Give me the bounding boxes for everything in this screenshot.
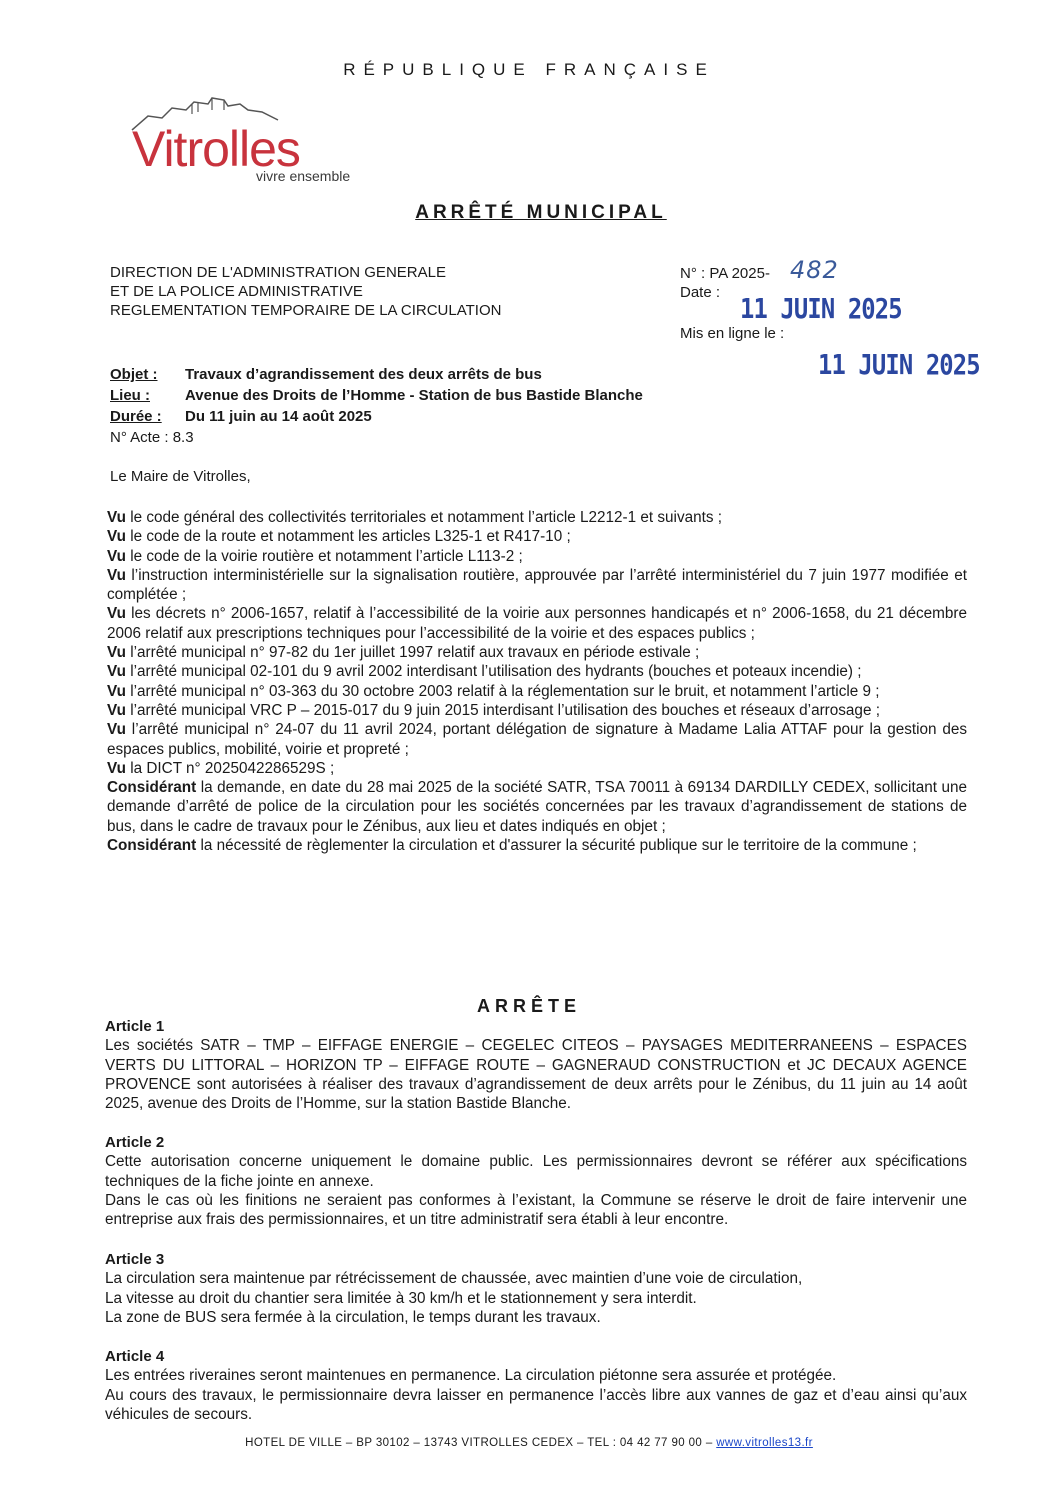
logo-wordmark: Vitrolles [132,121,300,177]
visa-keyword: Vu [107,566,126,584]
visa-item [107,662,967,681]
objet-value: Travaux d’agrandissement des deux arrêts de bus [185,366,542,383]
visa-item [107,527,967,546]
visa-item [107,643,967,662]
subject-block [110,364,643,448]
article-paragraph: La circulation sera maintenue par rétrécissement de chaussée, avec maintien d’une voie de circulation, [105,1270,803,1288]
article-3 [105,1250,967,1327]
online-date-stamp: 11 JUIN 2025 [818,348,980,381]
visa-keyword: Vu [107,547,126,565]
duree-label: Durée : [110,408,162,425]
article-title: Article 4 [105,1348,165,1365]
visa-keyword: Vu [107,605,126,623]
visa-keyword: Considérant [107,779,197,797]
article-paragraph: La zone de BUS sera fermée à la circulation, le temps durant les travaux. [105,1308,601,1326]
article-paragraph: Cette autorisation concerne uniquement le domaine public. Les permissionnaires devront se référer aux spécifications techniques de la fiche jointe en annexe. [105,1153,967,1190]
vitrolles-logo [118,96,388,188]
visa-text: l’arrêté municipal n° 97-82 du 1er juillet 1997 relatif aux travaux en période estivale ; [125,644,700,662]
visa-item [107,508,967,527]
republique-header: RÉPUBLIQUE FRANÇAISE [343,60,715,79]
duree-value: Du 11 juin au 14 août 2025 [185,408,372,425]
visa-item [107,759,967,778]
date-label: Date : [680,284,721,301]
visa-text: l’arrêté municipal n° 03-363 du 30 octobre 2003 relatif à la réglementation sur le bruit, et notamment l’article 9 ; [125,682,880,700]
visa-text: l’arrêté municipal n° 24-07 du 11 avril 2024, portant délégation de signature à Madame Lalia ATTAF pour la gestion des espaces publics, mobilité, voirie et propreté ; [107,721,967,758]
visa-keyword: Vu [107,509,126,526]
department-block [110,263,501,320]
visa-keyword: Vu [107,663,126,681]
article-title: Article 3 [105,1251,165,1268]
visa-keyword: Vu [107,644,126,662]
visa-text: la nécessité de règlementer la circulation et d'assurer la sécurité publique sur le territoire de la commune ; [196,837,917,855]
date-stamp: 11 JUIN 2025 [740,292,902,325]
article-paragraph: Dans le cas où les finitions ne seraient pas conformes à l’existant, la Commune se réserve le droit de faire intervenir une entreprise aux frais des permissionnaires, et un titre administratif sera établi à leur encontre. [105,1191,967,1229]
department-line: ET DE LA POLICE ADMINISTRATIVE [110,283,363,300]
visa-text: les décrets n° 2006-1657, relatif à l’accessibilité de la voirie aux personnes handicapés et n° 2006-1658, du 21 décembre 2006 relatif aux prescriptions techniques pour l’accessibilité de la voirie et des espaces publics ; [107,605,967,642]
footer-address: HOTEL DE VILLE – BP 30102 – 13743 VITROLLES CEDEX – TEL : 04 42 77 90 00 – [245,1437,717,1449]
acte-number: N° Acte : 8.3 [110,429,194,446]
article-paragraph: Au cours des travaux, le permissionnaire devra laisser en permanence l’accès libre aux vannes de gaz et d’eau ainsi qu’aux véhicules de secours. [105,1386,967,1423]
visa-text: le code de la voirie routière et notamment l’article L113-2 ; [125,547,523,565]
visa-item [107,682,967,701]
article-1 [105,1017,967,1113]
visa-item [107,720,967,759]
visa-text: la DICT n° 2025042286529S ; [125,759,335,777]
document-title: ARRÊTÉ MUNICIPAL [415,202,667,223]
article-paragraph: La vitesse au droit du chantier sera limitée à 30 km/h et le stationnement y sera interdit. [105,1289,697,1307]
department-line: REGLEMENTATION TEMPORAIRE DE LA CIRCULATION [110,302,502,319]
article-title: Article 2 [105,1134,165,1151]
article-paragraph: Les sociétés SATR – TMP – EIFFAGE ENERGIE – CEGELEC CITEOS – PAYSAGES MEDITERRANEENS – ESPACES VERTS DU LITTORAL – HORIZON TP – EIFFAGE ROUTE – GAGNERAUD CONSTRUCTION et JC DECAUX AGENCE PROVENCE sont autorisées à réaliser des travaux d’agrandissement de deux arrêts pour le Zénibus, du 11 juin au 14 août 2025, avenue des Droits de l’Homme, sur la station Bastide Blanche. [105,1037,967,1113]
visa-text: le code général des collectivités territoriales et notamment l’article L2212-1 et suivants ; [125,509,723,526]
visa-keyword: Considérant [107,837,197,855]
visa-text: le code de la route et notamment les articles L325-1 et R417-10 ; [125,528,571,546]
visa-item [107,836,967,855]
visa-text: la demande, en date du 28 mai 2025 de la société SATR, TSA 70011 à 69134 DARDILLY CEDEX, sollicitant une demande d’arrêté de police de la circulation pour les sociétés concernées par les travaux d’agrandissement de stations de bus, dans le cadre de travaux pour le Zénibus, aux lieu et dates indiqués en objet ; [107,779,967,835]
visa-keyword: Vu [107,759,126,777]
lieu-value: Avenue des Droits de l’Homme - Station de bus Bastide Blanche [185,387,643,404]
visa-item [107,566,967,605]
handwritten-number: 482 [790,256,839,284]
arrete-number-label: N° : PA 2025- [680,265,770,282]
objet-label: Objet : [110,366,158,383]
arrete-heading: ARRÊTE [476,996,581,1016]
visa-item [107,547,967,566]
visas-list [107,508,967,855]
visa-keyword: Vu [107,682,126,700]
footer [0,1437,1058,1449]
website-link[interactable]: www.vitrolles13.fr [716,1437,813,1449]
visa-item [107,701,967,720]
mayor-intro: Le Maire de Vitrolles, [110,468,251,485]
visa-text: l’arrêté municipal VRC P – 2015-017 du 9 juin 2015 interdisant l’utilisation des bouches et réseaux d’arrosage ; [125,701,880,719]
visa-item [107,778,967,836]
online-date-label: Mis en ligne le : [680,325,785,342]
visa-keyword: Vu [107,528,126,546]
visa-keyword: Vu [107,701,126,719]
lieu-label: Lieu : [110,387,150,404]
visa-text: l’arrêté municipal 02-101 du 9 avril 2002 interdisant l’utilisation des hydrants (bouches et poteaux incendie) ; [125,663,862,681]
department-line: DIRECTION DE L'ADMINISTRATION GENERALE [110,264,446,281]
article-paragraph: Les entrées riveraines seront maintenues en permanence. La circulation piétonne sera assurée et protégée. [105,1367,837,1385]
visa-item [107,604,967,643]
article-4 [105,1347,967,1424]
article-2 [105,1133,967,1229]
article-title: Article 1 [105,1018,165,1035]
logo-tagline: vivre ensemble [256,168,351,184]
visa-text: l’instruction interministérielle sur la signalisation routière, approuvée par l’arrêté interministériel du 7 juin 1977 modifiée et complétée ; [107,566,967,604]
visa-keyword: Vu [107,721,126,739]
